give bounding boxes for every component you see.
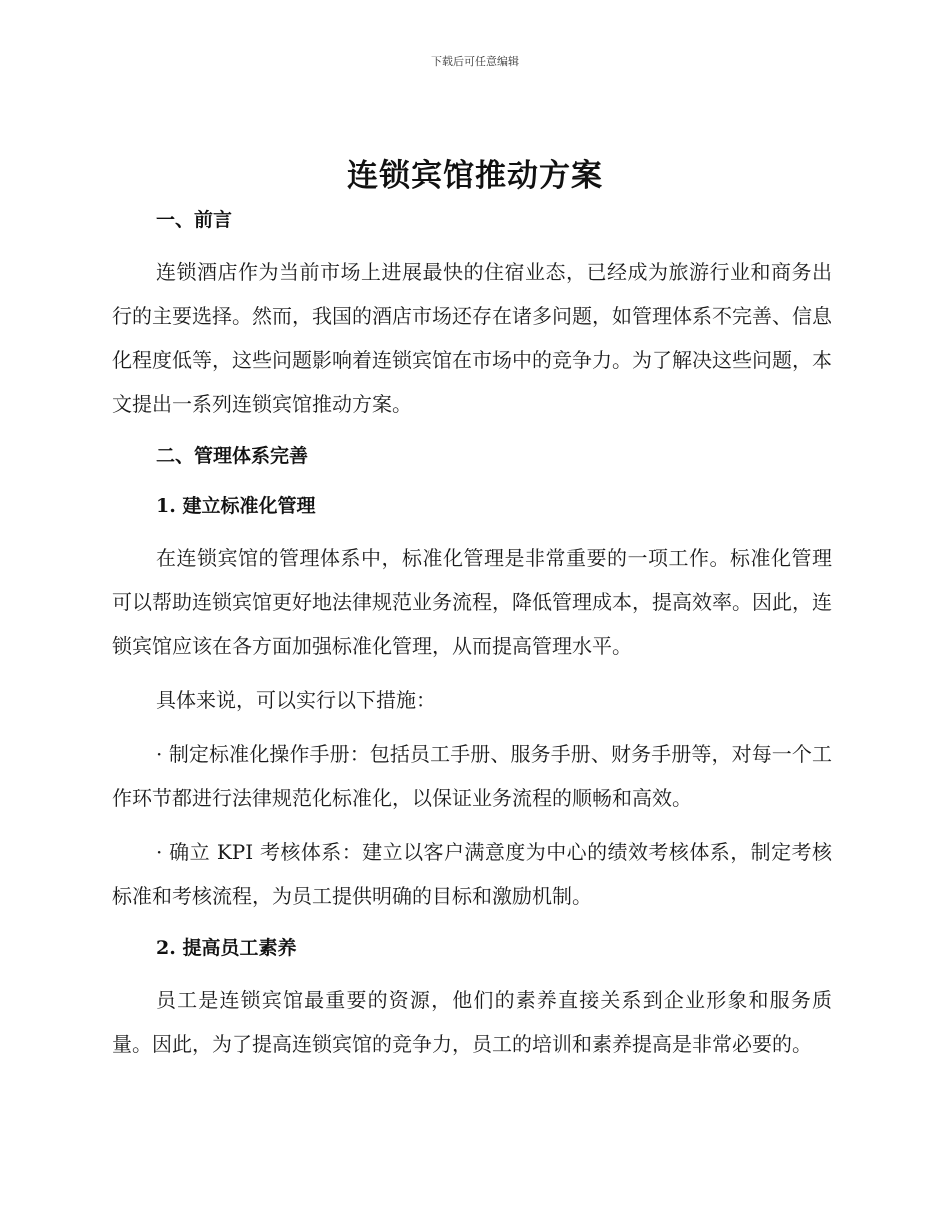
bullet-kpi-system: · 确立 KPI 考核体系：建立以客户满意度为中心的绩效考核体系，制定考核标准和考核流程，为员工提供明确的目标和激励机制。 [112, 840, 832, 908]
standardization-paragraph: 在连锁宾馆的管理体系中，标准化管理是非常重要的一项工作。标准化管理可以帮助连锁宾馆更好地法律规范业务流程，降低管理成本，提高效率。因此，连锁宾馆应该在各方面加强标准化管理，从而提高管理水平。 [112, 546, 832, 658]
bullet-operation-manual: · 制定标准化操作手册：包括员工手册、服务手册、财务手册等，对每一个工作环节都进行法律规范化标准化，以保证业务流程的顺畅和高效。 [112, 742, 832, 810]
section-heading-intro: 一、前言 [156, 209, 233, 231]
section-heading-management: 二、管理体系完善 [156, 445, 309, 467]
measures-intro-paragraph: 具体来说，可以实行以下措施： [156, 688, 436, 712]
document-title: 连锁宾馆推动方案 [347, 158, 603, 194]
staff-paragraph: 员工是连锁宾馆最重要的资源，他们的素养直接关系到企业形象和服务质量。因此，为了提高连锁宾馆的竞争力，员工的培训和素养提高是非常必要的。 [112, 988, 832, 1056]
intro-paragraph: 连锁酒店作为当前市场上进展最快的住宿业态，已经成为旅游行业和商务出行的主要选择。然而，我国的酒店市场还存在诸多问题，如管理体系不完善、信息化程度低等，这些问题影响着连锁宾馆在市场中的竞争力。为了解决这些问题，本文提出一系列连锁宾馆推动方案。 [112, 260, 832, 416]
subsection-heading-standardization: 1. 建立标准化管理 [156, 495, 316, 517]
subsection-heading-staff: 2. 提高员工素养 [156, 937, 297, 959]
header-note: 下载后可任意编辑 [431, 55, 519, 68]
document-body [112, 200, 832, 1066]
